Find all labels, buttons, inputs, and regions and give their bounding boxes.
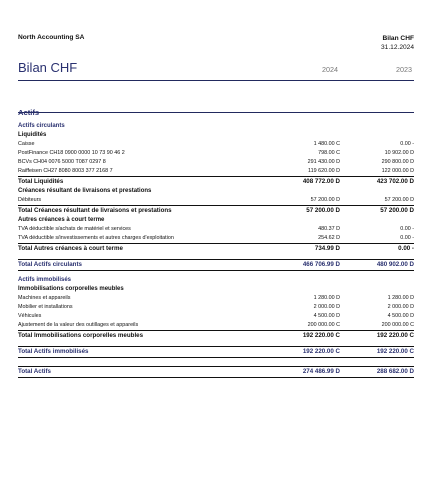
subtotal-row bbox=[18, 243, 414, 254]
row-label: BCVs CH04 0076 5000 T087 0297 8 bbox=[18, 159, 106, 165]
value-2023: 2 000.00 D bbox=[387, 304, 414, 310]
value-2023: 192 220.00 C bbox=[376, 348, 414, 355]
value-2024: 192 220.00 C bbox=[302, 332, 340, 339]
value-2024: 57 200.00 D bbox=[306, 207, 340, 214]
subtotal-row bbox=[18, 330, 414, 341]
value-2023: 290 800.00 D bbox=[381, 159, 414, 165]
subgroup-heading bbox=[18, 216, 414, 225]
total-row bbox=[18, 259, 414, 271]
value-2024: 291 430.00 D bbox=[307, 159, 340, 165]
row-label: Total Immobilisations corporelles meubles bbox=[18, 332, 144, 339]
row-label: Mobilier et installations bbox=[18, 304, 73, 310]
section-title: Actifs bbox=[18, 108, 40, 117]
group-heading bbox=[18, 122, 414, 131]
value-2024: 274 486.99 D bbox=[302, 368, 340, 375]
value-2023: 122 000.00 D bbox=[381, 168, 414, 174]
value-2023: 57 200.00 D bbox=[380, 207, 414, 214]
subtotal-row bbox=[18, 176, 414, 187]
value-2024: 192 220.00 C bbox=[302, 348, 340, 355]
row-label: Caisse bbox=[18, 141, 35, 147]
account-row bbox=[18, 196, 414, 205]
row-label: Total Actifs circulants bbox=[18, 261, 82, 268]
account-row bbox=[18, 167, 414, 176]
total-row bbox=[18, 366, 414, 378]
account-row bbox=[18, 312, 414, 321]
value-2023: 0.00 - bbox=[400, 235, 414, 241]
account-row bbox=[18, 321, 414, 330]
account-row bbox=[18, 140, 414, 149]
row-label: Créances résultant de livraisons et prestations bbox=[18, 188, 152, 194]
value-2024: 4 500.00 D bbox=[313, 313, 340, 319]
row-label: TVA déductible s/investissements et autres charges d'exploitation bbox=[18, 235, 174, 241]
value-2024: 408 772.00 D bbox=[302, 178, 340, 185]
value-2024: 57 200.00 D bbox=[310, 197, 340, 203]
value-2024: 466 706.99 D bbox=[302, 261, 340, 268]
value-2023: 288 682.00 D bbox=[376, 368, 414, 375]
year-current: 2024 bbox=[322, 65, 338, 74]
row-label: Machines et appareils bbox=[18, 295, 71, 301]
value-2023: 200 000.00 C bbox=[381, 322, 414, 328]
year-previous: 2023 bbox=[396, 65, 412, 74]
value-2023: 192 220.00 C bbox=[376, 332, 414, 339]
subgroup-heading bbox=[18, 131, 414, 140]
value-2023: 4 500.00 D bbox=[387, 313, 414, 319]
value-2023: 0.00 - bbox=[398, 245, 414, 252]
value-2024: 798.00 C bbox=[318, 150, 340, 156]
row-label: Actifs circulants bbox=[18, 123, 65, 129]
value-2024: 200 000.00 C bbox=[307, 322, 340, 328]
value-2024: 1 480.00 C bbox=[313, 141, 340, 147]
value-2023: 57 200.00 D bbox=[384, 197, 414, 203]
value-2024: 254.62 D bbox=[318, 235, 340, 241]
value-2024: 119 620.00 D bbox=[308, 168, 340, 174]
account-row bbox=[18, 149, 414, 158]
account-row bbox=[18, 294, 414, 303]
row-label: Total Autres créances à court terme bbox=[18, 245, 123, 252]
value-2023: 423 702.00 D bbox=[376, 178, 414, 185]
row-label: Total Actifs bbox=[18, 368, 51, 375]
row-label: TVA déductible s/achats de matériel et services bbox=[18, 226, 131, 232]
account-row bbox=[18, 158, 414, 167]
account-row bbox=[18, 234, 414, 243]
value-2023: 0.00 - bbox=[400, 141, 414, 147]
value-2024: 2 000.00 D bbox=[313, 304, 340, 310]
section-heading bbox=[18, 102, 414, 117]
subgroup-heading bbox=[18, 285, 414, 294]
value-2023: 480 902.00 D bbox=[376, 261, 414, 268]
title-row bbox=[18, 60, 414, 81]
row-label: Immobilisations corporelles meubles bbox=[18, 286, 124, 292]
row-label: Débiteurs bbox=[18, 197, 42, 203]
page-title: Bilan CHF bbox=[18, 60, 78, 75]
account-row bbox=[18, 225, 414, 234]
value-2023: 10 902.00 D bbox=[384, 150, 414, 156]
subtotal-row bbox=[18, 205, 414, 216]
row-label: Actifs immobilisés bbox=[18, 277, 72, 283]
company-name: North Accounting SA bbox=[18, 34, 85, 41]
total-row bbox=[18, 346, 414, 358]
row-label: Autres créances à court terme bbox=[18, 217, 105, 223]
row-label: Total Liquidités bbox=[18, 178, 64, 185]
row-label: Total Créances résultant de livraisons et prestations bbox=[18, 207, 172, 214]
report-name: Bilan CHF bbox=[382, 35, 414, 42]
row-label: Ajustement de la valeur des outillages et appareils bbox=[18, 322, 139, 328]
value-2023: 0.00 - bbox=[400, 226, 414, 232]
row-label: Liquidités bbox=[18, 132, 47, 138]
value-2024: 734.99 D bbox=[314, 245, 340, 252]
subgroup-heading bbox=[18, 187, 414, 196]
row-label: Raiffeisen CH27 8080 8003 377 2168 7 bbox=[18, 168, 113, 174]
report-date: 31.12.2024 bbox=[380, 44, 414, 51]
row-label: PostFinance CH18 0900 0000 10 73 90 46 2 bbox=[18, 150, 125, 156]
value-2024: 480.37 D bbox=[318, 226, 340, 232]
row-label: Véhicules bbox=[18, 313, 42, 319]
row-spacer bbox=[18, 358, 414, 366]
value-2023: 1 280.00 D bbox=[387, 295, 414, 301]
group-heading bbox=[18, 276, 414, 285]
account-row bbox=[18, 303, 414, 312]
balance-rows bbox=[18, 122, 414, 378]
value-2024: 1 280.00 D bbox=[313, 295, 340, 301]
report-header bbox=[381, 34, 414, 52]
row-label: Total Actifs immobilisés bbox=[18, 348, 89, 355]
